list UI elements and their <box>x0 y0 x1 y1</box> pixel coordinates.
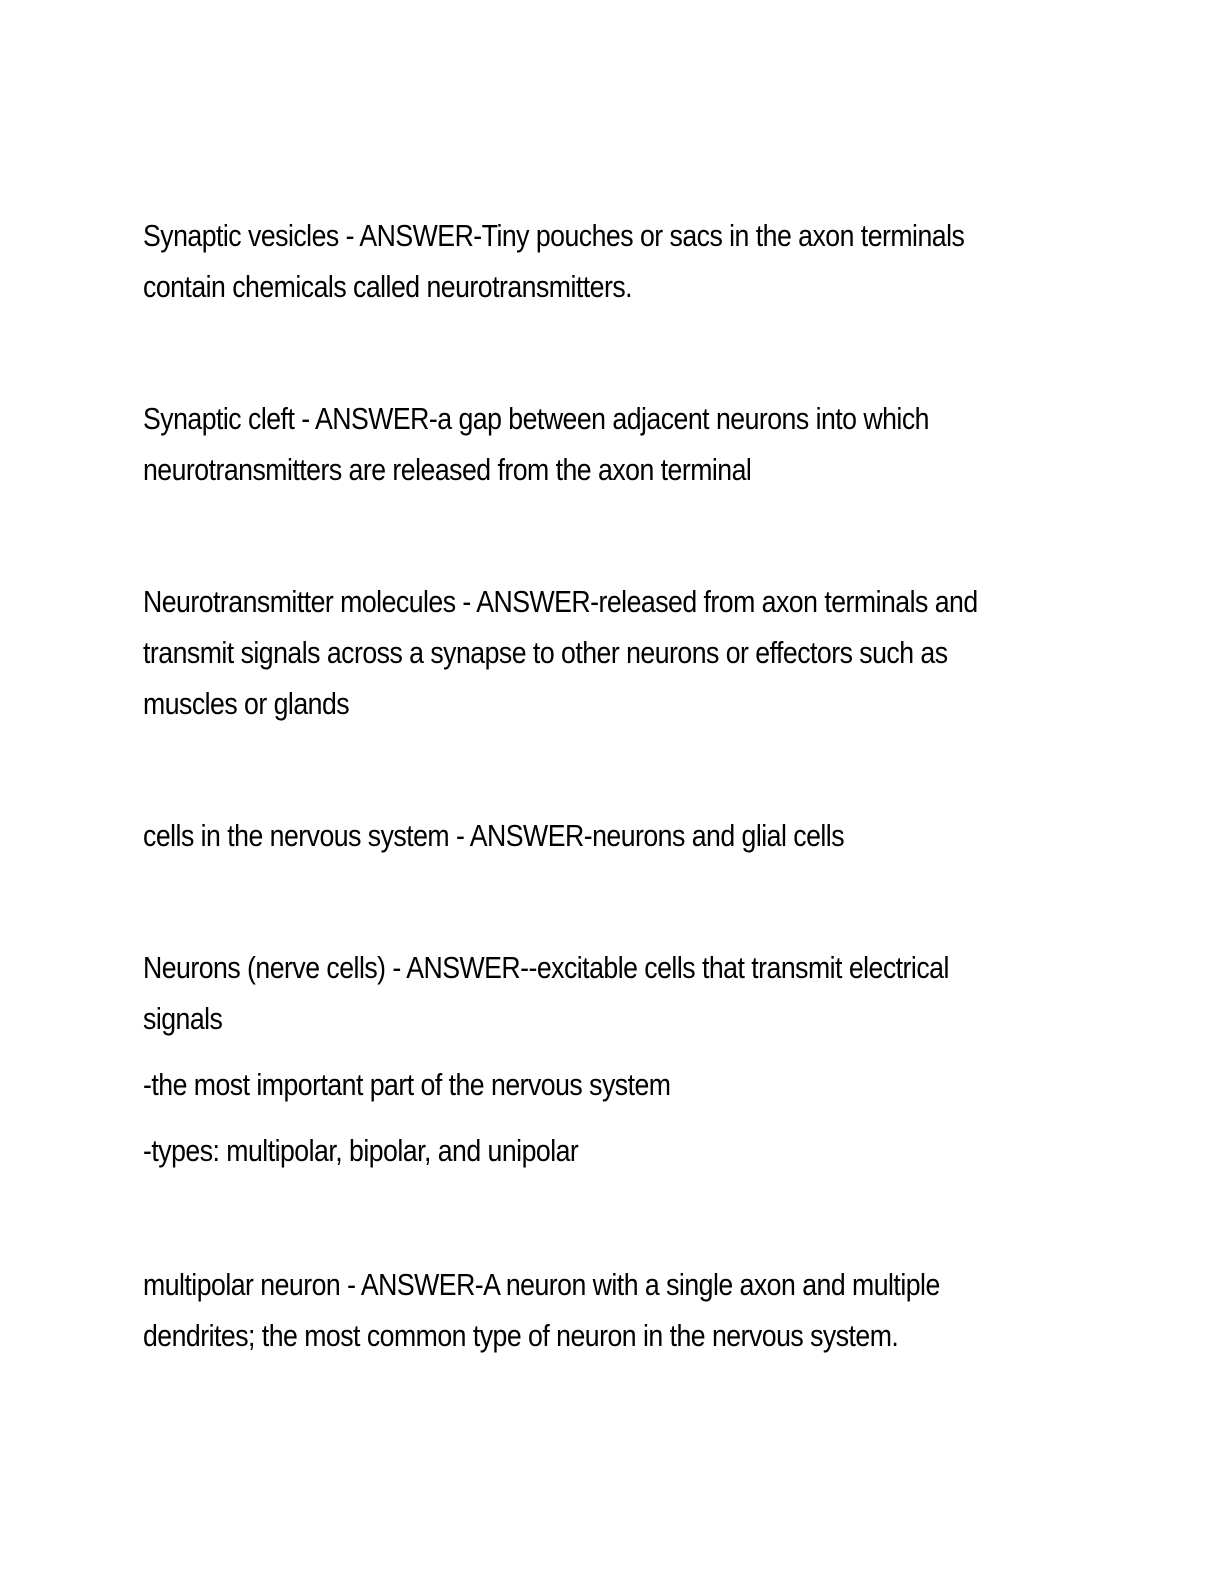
entry-synaptic-cleft-line-1: Synaptic cleft - ANSWER-a gap between adjacent neurons into which <box>143 401 929 436</box>
entry-synaptic-vesicles-line-1: Synaptic vesicles - ANSWER-Tiny pouches or sacs in the axon terminals <box>143 218 965 253</box>
entry-neurons-extra-1: -the most important part of the nervous system <box>143 1067 671 1102</box>
entry-neurotransmitter-molecules-line-2: transmit signals across a synapse to other neurons or effectors such as <box>143 635 948 670</box>
entry-synaptic-cleft-line-2: neurotransmitters are released from the axon terminal <box>143 452 752 487</box>
entry-cells-nervous-system-line-1: cells in the nervous system - ANSWER-neurons and glial cells <box>143 818 845 853</box>
entry-neurotransmitter-molecules-line-1: Neurotransmitter molecules - ANSWER-released from axon terminals and <box>143 584 978 619</box>
entry-multipolar-neuron-line-2: dendrites; the most common type of neuron in the nervous system. <box>143 1318 899 1353</box>
entry-neurons-line-2: signals <box>143 1001 223 1036</box>
entry-neurons-line-1: Neurons (nerve cells) - ANSWER--excitable cells that transmit electrical <box>143 950 949 985</box>
entry-neurons-extra-2: -types: multipolar, bipolar, and unipolar <box>143 1133 579 1168</box>
entry-multipolar-neuron-line-1: multipolar neuron - ANSWER-A neuron with a single axon and multiple <box>143 1267 940 1302</box>
entry-neurotransmitter-molecules-line-3: muscles or glands <box>143 686 350 721</box>
entry-synaptic-vesicles-line-2: contain chemicals called neurotransmitters. <box>143 269 633 304</box>
